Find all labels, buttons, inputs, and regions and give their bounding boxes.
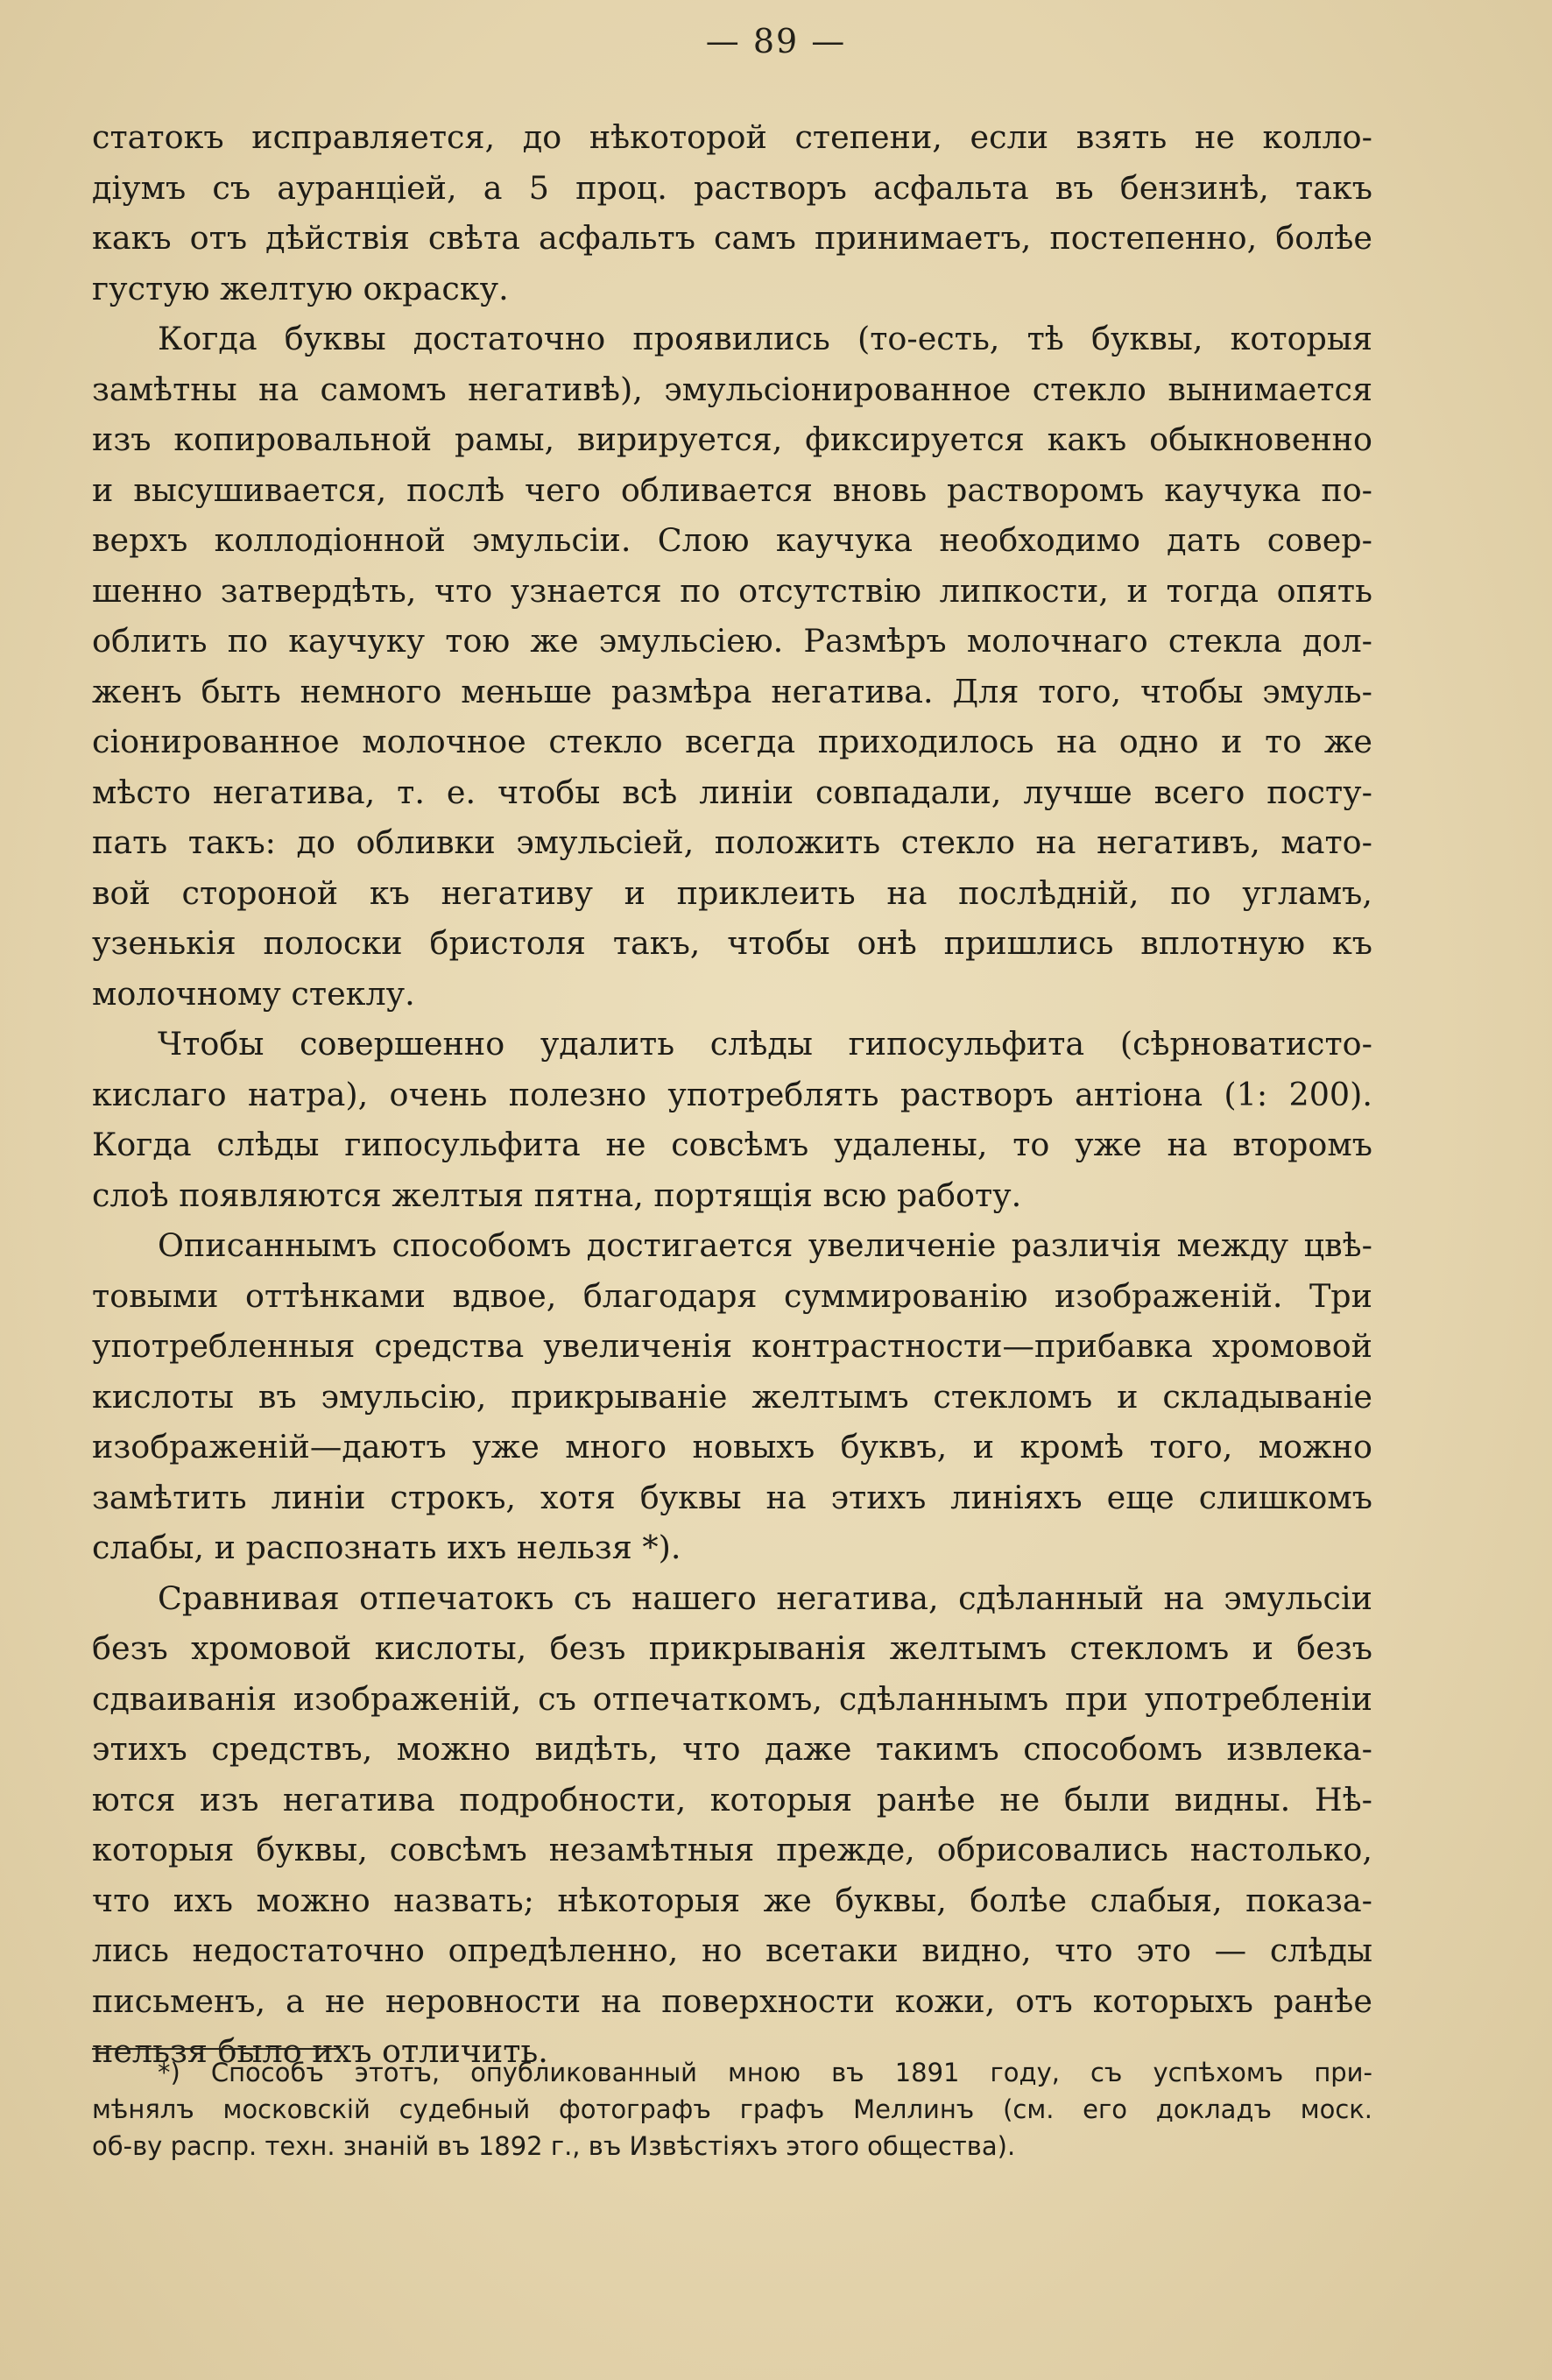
paragraph [92,1573,1372,2077]
page-number: — 89 — [705,22,847,60]
text-line: сдваиванія изображеній, съ отпечаткомъ, сдѣланнымъ при употребленіи [92,1679,1372,1718]
text-line: письменъ, а не неровности на поверхности кожи, отъ которыхъ ранѣе [92,1981,1372,2020]
footnote [92,2054,1372,2165]
text-line: Когда буквы достаточно проявились (то-есть, тѣ буквы, которыя [158,320,1372,357]
paragraph [92,112,1372,314]
text-line: лись недостаточно опредѣленно, но всетаки видно, что это — слѣды [92,1932,1372,1969]
text-line: мѣсто негатива, т. е. чтобы всѣ линіи совпадали, лучше всего посту- [92,773,1372,811]
footnote-line: об-ву распр. техн. знаній въ 1892 г., въ Извѣстіяхъ этого общества). [92,2131,1016,2161]
text-line: слоѣ появляются желтыя пятна, портящія всю работу. [92,1176,1022,1214]
text-line: молочному стеклу. [92,974,415,1013]
text-line: узенькія полоски бристоля такъ, чтобы онѣ пришлись вплотную къ [92,924,1372,962]
text-line: шенно затвердѣть, что узнается по отсутствію липкости, и тогда опять [92,571,1372,610]
text-line: что ихъ можно назвать; нѣкоторыя же буквы, болѣе слабыя, показа- [92,1881,1372,1919]
paragraph [92,1220,1372,1573]
text-line: нельзя было ихъ отличить. [92,2032,548,2070]
text-line: кислоты въ эмульсію, прикрываніе желтымъ стекломъ и складываніе [92,1377,1372,1416]
text-line: женъ быть немного меньше размѣра негатива. Для того, чтобы эмуль- [92,672,1372,710]
text-line: Сравнивая отпечатокъ съ нашего негатива, сдѣланный на эмульсіи [158,1578,1372,1617]
text-line: Чтобы совершенно удалить слѣды гипосульфита (сѣрноватисто- [158,1025,1372,1063]
text-line: какъ отъ дѣйствія свѣта асфальтъ самъ принимаетъ, постепенно, болѣе [92,219,1372,257]
text-line: замѣтны на самомъ негативѣ), эмульсіонированное стекло вынимается [92,370,1372,408]
text-line: безъ хромовой кислоты, безъ прикрыванія желтымъ стекломъ и безъ [92,1629,1372,1667]
text-line: ются изъ негатива подробности, которыя ранѣе не были видны. Нѣ- [92,1780,1372,1819]
text-line: вой стороной къ негативу и приклеить на послѣдній, по угламъ, [92,873,1372,912]
text-line: замѣтить линіи строкъ, хотя буквы на этихъ линіяхъ еще слишкомъ [92,1478,1372,1516]
text-line: густую желтую окраску. [92,269,509,307]
text-line: которыя буквы, совсѣмъ незамѣтныя прежде, обрисовались настолько, [92,1831,1372,1868]
paragraph [92,314,1372,1019]
text-line: кислаго натра), очень полезно употреблять растворъ антіона (1: 200). [92,1075,1372,1113]
text-line: облить по каучуку тою же эмульсіею. Размѣръ молочнаго стекла дол- [92,622,1372,660]
text-line: изъ копировальной рамы, вирируется, фиксируется какъ обыкновенно [92,420,1372,458]
text-line: слабы, и распознать ихъ нельзя *). [92,1529,681,1566]
text-line: этихъ средствъ, можно видѣть, что даже такимъ способомъ извлека- [92,1730,1372,1768]
body-text [92,112,1372,2077]
paragraph [92,1019,1372,1220]
text-line: пать такъ: до обливки эмульсіей, положить стекло на негативъ, мато- [92,823,1372,861]
text-line: и высушивается, послѣ чего обливается вновь растворомъ каучука по- [92,470,1372,509]
text-line: Описаннымъ способомъ достигается увеличеніе различія между цвѣ- [158,1226,1372,1264]
text-line: діумъ съ ауранціей, а 5 проц. растворъ асфальта въ бензинѣ, такъ [92,168,1372,207]
footnote-line: мѣнялъ московскій судебный фотографъ графъ Меллинъ (см. его докладъ моск. [92,2094,1372,2124]
text-line: употребленныя средства увеличенія контрастности—прибавка хромовой [92,1327,1372,1365]
text-line: Когда слѣды гипосульфита не совсѣмъ удалены, то уже на второмъ [92,1126,1372,1163]
text-line: сіонированное молочное стекло всегда приходилось на одно и то же [92,723,1372,760]
text-line: изображеній—даютъ уже много новыхъ буквъ, и кромѣ того, можно [92,1428,1372,1465]
footnote-divider [92,2048,340,2050]
text-line: товыми оттѣнками вдвое, благодаря суммированію изображеній. Три [92,1276,1372,1315]
footnote-line: *) Способъ этотъ, опубликованный мною въ 1891 году, съ успѣхомъ при- [158,2058,1372,2087]
text-line: статокъ исправляется, до нѣкоторой степени, если взять не колло- [92,118,1372,156]
text-line: верхъ коллодіонной эмульсіи. Слою каучука необходимо дать совер- [92,521,1372,559]
